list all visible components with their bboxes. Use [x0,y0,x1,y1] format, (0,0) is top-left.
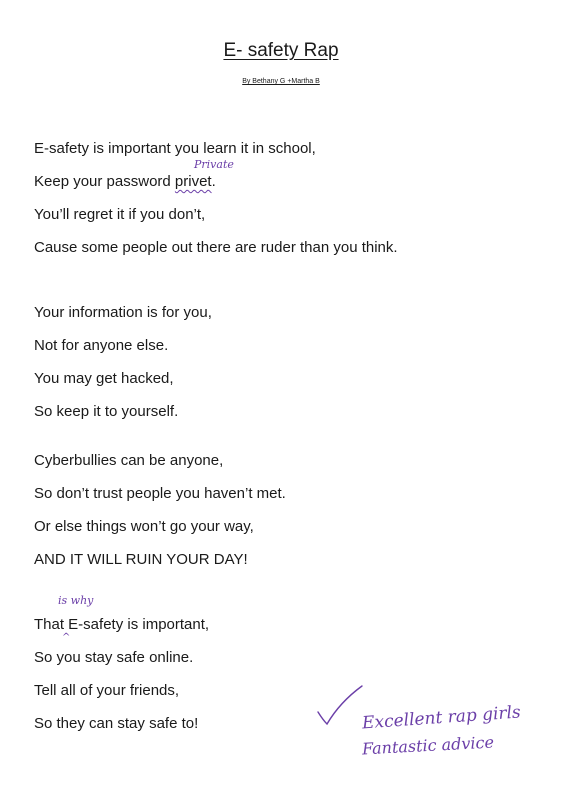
verse-2-line-4: So keep it to yourself. [34,403,179,420]
verse-1-line-1: E-safety is important you learn it in school, [34,140,316,157]
poem-title: E- safety Rap [223,40,339,61]
verse-2-line-3: You may get hacked, [34,370,174,387]
verse-3-line-3: Or else things won’t go your way, [34,518,254,535]
verse-1-line-4: Cause some people out there are ruder than you think. [34,239,398,256]
verse-3-line-4: AND IT WILL RUIN YOUR DAY! [34,551,248,568]
teacher-comment-line-1: Excellent rap girls [361,702,522,734]
correction-caret: ^ [62,632,71,643]
verse-3-line-2: So don’t trust people you haven’t met. [34,485,286,502]
verse-2-line-1: Your information is for you, [34,304,212,321]
teacher-comment-line-2: Fantastic advice [361,732,495,759]
verse-4-line-4: So they can stay safe to! [34,715,199,732]
correction-is-why: is why [58,594,94,607]
verse-4-line-3: Tell all of your friends, [34,682,180,699]
tick-mark-icon [318,686,362,724]
verse-2-line-2: Not for anyone else. [34,337,169,354]
verse-3-line-1: Cyberbullies can be anyone, [34,452,224,469]
verse-1-line-2: Keep your password privet. [34,173,216,190]
correction-private: Private [194,158,234,171]
verse-4-line-2: So you stay safe online. [34,649,194,666]
poem-authors: By Bethany G +Martha B [242,78,320,85]
verse-4-line-1: That E-safety is important, [34,616,210,633]
verse-1-line-3: You’ll regret it if you don’t, [34,206,206,223]
